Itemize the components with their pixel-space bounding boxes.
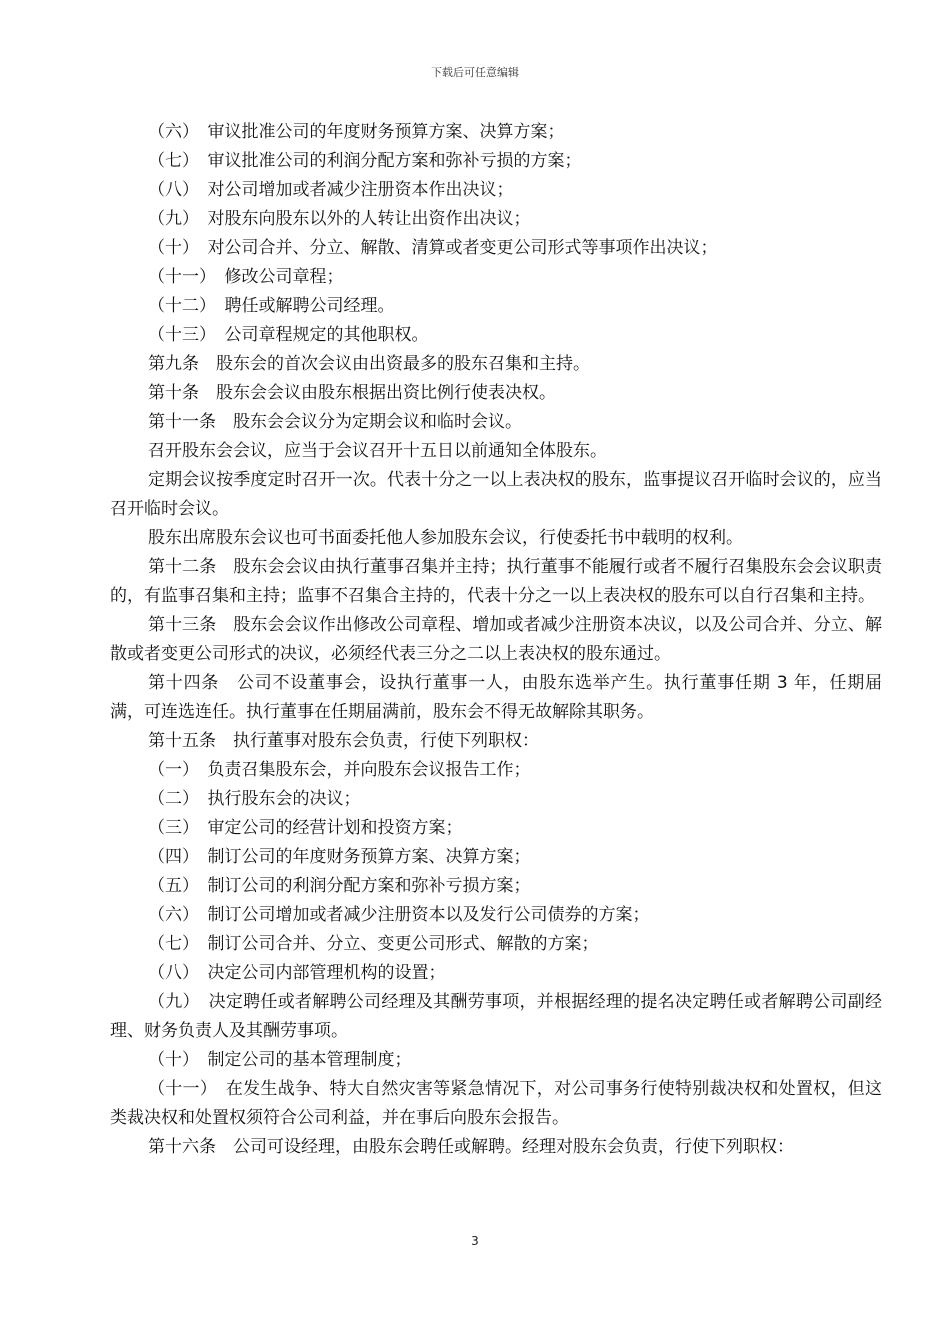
clause-item: （十） 对公司合并、分立、解散、清算或者变更公司形式等事项作出决议； xyxy=(148,238,718,258)
clause-item: （九） 决定聘任或者解聘公司经理及其酬劳事项，并根据经理的提名决定聘任或者解聘公司副经理、财务负责人及其酬劳事项。 xyxy=(110,992,882,1041)
article-12: 第十二条 股东会会议由执行董事召集并主持；执行董事不能履行或者不履行召集股东会会议职责的，有监事召集和主持；监事不召集合主持的，代表十分之一以上表决权的股东可以自行召集和主持。 xyxy=(110,557,882,606)
article-16: 第十六条 公司可设经理，由股东会聘任或解聘。经理对股东会负责，行使下列职权： xyxy=(148,1137,794,1157)
clause-item: （八） 对公司增加或者减少注册资本作出决议； xyxy=(148,180,514,200)
clause-item: （八） 决定公司内部管理机构的设置； xyxy=(148,963,446,983)
article-10: 第十条 股东会会议由股东根据出资比例行使表决权。 xyxy=(148,383,556,403)
clause-item: （七） 制订公司合并、分立、变更公司形式、解散的方案； xyxy=(148,934,599,954)
article-13: 第十三条 股东会会议作出修改公司章程、增加或者减少注册资本决议，以及公司合并、分立、解散或者变更公司形式的决议，必须经代表三分之二以上表决权的股东通过。 xyxy=(110,615,882,664)
clause-item: （六） 审议批准公司的年度财务预算方案、决算方案； xyxy=(148,122,565,142)
clause-item: （一） 负责召集股东会，并向股东会议报告工作； xyxy=(148,760,531,780)
page-number: 3 xyxy=(471,1234,479,1248)
document-body xyxy=(110,118,882,1162)
clause-item: （三） 审定公司的经营计划和投资方案； xyxy=(148,818,463,838)
article-9: 第九条 股东会的首次会议由出资最多的股东召集和主持。 xyxy=(148,354,590,374)
clause-item: （十一） 在发生战争、特大自然灾害等紧急情况下，对公司事务行使特别裁决权和处置权，但这类裁决权和处置权须符合公司利益，并在事后向股东会报告。 xyxy=(110,1079,882,1128)
paragraph: 召开股东会会议，应当于会议召开十五日以前通知全体股东。 xyxy=(148,441,607,461)
clause-item: （六） 制订公司增加或者减少注册资本以及发行公司债券的方案； xyxy=(148,905,650,925)
clause-item: （五） 制订公司的利润分配方案和弥补亏损方案； xyxy=(148,876,531,896)
page-header: 下载后可任意编辑 xyxy=(431,66,519,79)
clause-item: （九） 对股东向股东以外的人转让出资作出决议； xyxy=(148,209,531,229)
article-14: 第十四条 公司不设董事会，设执行董事一人，由股东选举产生。执行董事任期 3 年，任期届满，可连选连任。执行董事在任期届满前，股东会不得无故解除其职务。 xyxy=(110,673,882,722)
paragraph: 股东出席股东会议也可书面委托他人参加股东会议，行使委托书中载明的权利。 xyxy=(148,528,743,548)
clause-item: （十一） 修改公司章程； xyxy=(148,267,344,287)
article-15: 第十五条 执行董事对股东会负责，行使下列职权： xyxy=(148,731,539,751)
clause-item: （七） 审议批准公司的利润分配方案和弥补亏损的方案； xyxy=(148,151,582,171)
clause-item: （四） 制订公司的年度财务预算方案、决算方案； xyxy=(148,847,531,867)
article-11: 第十一条 股东会会议分为定期会议和临时会议。 xyxy=(148,412,522,432)
clause-item: （二） 执行股东会的决议； xyxy=(148,789,361,809)
clause-item: （十三） 公司章程规定的其他职权。 xyxy=(148,325,429,345)
paragraph: 定期会议按季度定时召开一次。代表十分之一以上表决权的股东，监事提议召开临时会议的，应当召开临时会议。 xyxy=(110,470,882,519)
clause-item: （十二） 聘任或解聘公司经理。 xyxy=(148,296,395,316)
clause-item: （十） 制定公司的基本管理制度； xyxy=(148,1050,412,1070)
